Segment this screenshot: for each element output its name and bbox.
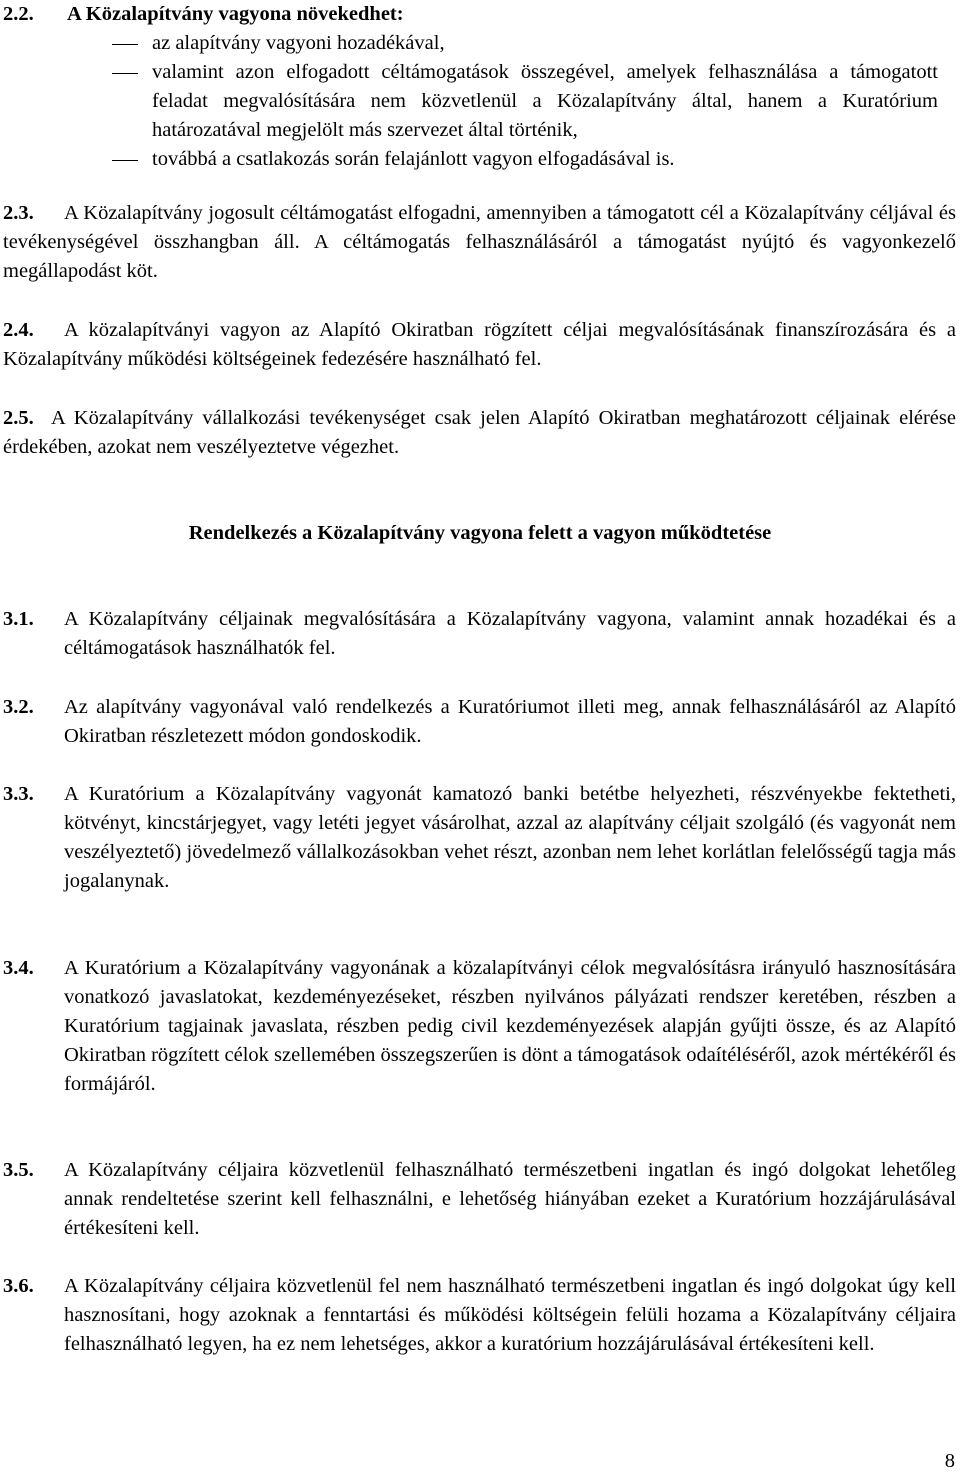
section-heading: A Közalapítvány vagyona növekedhet: — [67, 3, 404, 25]
section-number: 2.5. — [3, 407, 34, 429]
section-text: A Kuratórium a Közalapítvány vagyonát kamatozó banki betétbe helyezheti, részvényekbe fektetheti, kötvényt, kincstárjegyet, vagy letéti jegyet vásárolhat, azzal az alapítvány céljait szolgáló (és vagyonát nem veszélyeztető) jövedelmező vállalkozásokban vehet részt, azonban nem lehet korlátlan felelősségű tagja más jogalanynak. — [64, 783, 956, 892]
dash-icon — [112, 44, 138, 45]
section-3-5 — [3, 1156, 956, 1243]
section-number: 3.1. — [3, 608, 34, 630]
dash-icon — [112, 73, 138, 74]
list-item-text: valamint azon elfogadott céltámogatások összegével, amelyek felhasználása a támogatott feladat megvalósítására nem közvetlenül a Közalapítvány által, hanem a Kuratórium határozatával megjelölt más szervezet által történik, — [152, 61, 938, 141]
section-number: 3.2. — [3, 696, 34, 718]
section-number: 3.6. — [3, 1275, 34, 1297]
section-3-1 — [3, 605, 956, 663]
section-3-3 — [3, 780, 956, 896]
section-text: A közalapítványi vagyon az Alapító Okiratban rögzített céljai megvalósításának finanszírozására és a Közalapítvány működési költségeinek fedezésére használható fel. — [3, 319, 956, 370]
section-3-2 — [3, 693, 956, 751]
section-text: Az alapítvány vagyonával való rendelkezés a Kuratóriumot illeti meg, annak felhasználásáról az Alapító Okiratban részletezett módon gondoskodik. — [64, 696, 956, 747]
list-item — [0, 58, 938, 145]
section-title: Rendelkezés a Közalapítvány vagyona felett a vagyon működtetése — [188, 522, 772, 544]
list-item — [0, 29, 956, 58]
bullet-list — [0, 29, 956, 174]
list-item — [0, 145, 956, 174]
section-number: 3.4. — [3, 957, 34, 979]
section-number: 3.5. — [3, 1159, 34, 1181]
dash-icon — [112, 160, 138, 161]
section-text: A Közalapítvány céljaira közvetlenül fel nem használható természetbeni ingatlan és ingó dolgokat úgy kell hasznosítani, hogy azoknak a fenntartási és működési költségein felüli hozama a Közalapítvány céljaira felhasználható legyen, ha ez nem lehetséges, akkor a kuratórium hozzájárulásával értékesíteni kell. — [64, 1275, 956, 1355]
section-number: 2.2. — [3, 3, 34, 25]
section-text: A Kuratórium a Közalapítvány vagyonának a közalapítványi célok megvalósításra irányuló hasznosítására vonatkozó javaslatokat, kezdeményezéseket, részben nyilvános pályázati rendszer keretében, részben a Kuratórium tagjainak javaslata, részben pedig civil kezdeményezések alapján gyűjti össze, és az Alapító Okiratban rögzített célok szellemében összegszerűen is dönt a támogatások odaítéléséről, azok mértékéről és formájáról. — [64, 957, 956, 1095]
section-2-5 — [3, 404, 956, 462]
section-number: 3.3. — [3, 783, 34, 805]
list-item-text: az alapítvány vagyoni hozadékával, — [152, 32, 445, 54]
section-text: A Közalapítvány vállalkozási tevékenységet csak jelen Alapító Okiratban meghatározott céljainak elérése érdekében, azokat nem veszélyeztetve végezhet. — [3, 407, 956, 458]
section-number: 2.3. — [3, 202, 34, 224]
list-item-text: továbbá a csatlakozás során felajánlott vagyon elfogadásával is. — [152, 148, 675, 170]
section-text: A Közalapítvány jogosult céltámogatást elfogadni, amennyiben a támogatott cél a Közalapítvány céljával és tevékenységével összhangban áll. A céltámogatás felhasználásáról a támogatást nyújtó és vagyonkezelő megállapodást köt. — [3, 202, 956, 282]
section-3-4 — [3, 954, 956, 1099]
section-number: 2.4. — [3, 319, 34, 341]
section-2-4 — [3, 316, 956, 374]
page-number: 8 — [944, 1450, 955, 1472]
section-2-3 — [3, 199, 956, 286]
section-3-6 — [3, 1272, 956, 1359]
section-text: A Közalapítvány céljainak megvalósítására a Közalapítvány vagyona, valamint annak hozadékai és a céltámogatások használhatók fel. — [64, 608, 956, 659]
section-text: A Közalapítvány céljaira közvetlenül felhasználható természetbeni ingatlan és ingó dolgokat lehetőleg annak rendeltetése szerint kell felhasználni, e lehetőség hiányában ezeket a Kuratórium hozzájárulásával értékesíteni kell. — [64, 1159, 956, 1239]
